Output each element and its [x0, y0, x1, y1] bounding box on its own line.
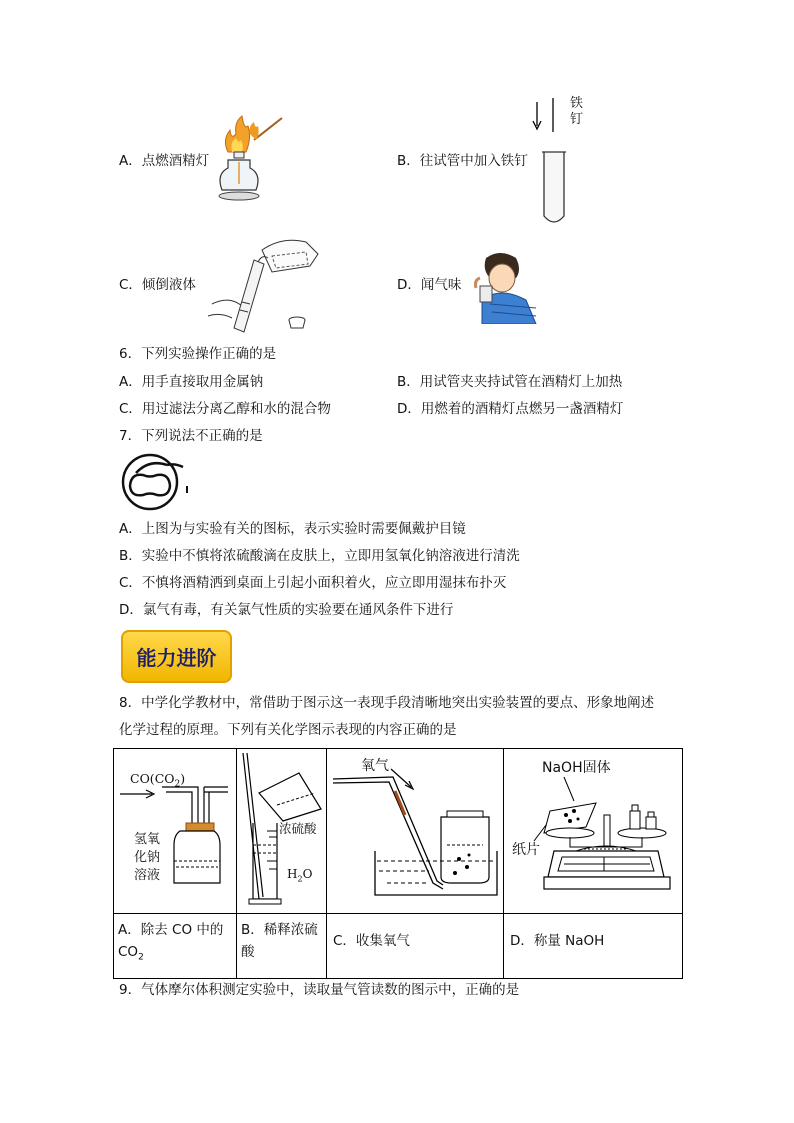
q8-cell-b [237, 749, 327, 978]
acid-label: 浓硫酸 [279, 821, 317, 836]
paper-label: 纸片 [512, 842, 540, 858]
caption-c: C．收集氧气 [333, 933, 410, 949]
water-label: $H_2O$ [287, 867, 313, 884]
q6-option-c: C．用过滤法分离乙醇和水的混合物 [119, 401, 331, 417]
nail-label: 铁钉 [570, 96, 584, 127]
q6-option-b: B．用试管夹夹持试管在酒精灯上加热 [397, 374, 623, 390]
q5-option-b: B．往试管中加入铁钉 [397, 153, 528, 169]
q7-stem: 7．下列说法不正确的是 [119, 428, 263, 444]
q6-option-d: D．用燃着的酒精灯点燃另一盏酒精灯 [397, 401, 624, 417]
gas-mixture-label: $CO(CO_2)$ [130, 771, 186, 790]
pouring-liquid-figure [202, 232, 324, 338]
q7-option-a: A．上图为与实验有关的图标，表示实验时需要佩戴护目镜 [119, 521, 466, 537]
q5-option-c: C．倾倒液体 [119, 277, 196, 293]
q7-option-c: C．不慎将酒精洒到桌面上引起小面积着火，应立即用湿抹布扑灭 [119, 575, 507, 591]
q5-option-d: D．闻气味 [397, 277, 462, 293]
q7-option-b: B．实验中不慎将浓硫酸滴在皮肤上，立即用氢氧化钠溶液进行清洗 [119, 548, 520, 564]
section-badge: 能力进阶 [121, 630, 232, 683]
q8-cell-a [114, 749, 237, 978]
caption-d: D．称量 NaOH [510, 933, 605, 949]
q8-stem-line1: 8．中学化学教材中，常借助于图示这一表现手段清晰地突出实验装置的要点、形象地阐述 [119, 695, 655, 711]
caption-a: A．除去 CO 中的 $CO_2$ [118, 922, 224, 963]
q5-option-a: A．点燃酒精灯 [119, 153, 210, 169]
q8-cell-d [504, 749, 682, 978]
q7-option-d: D．氯气有毒，有关氯气性质的实验要在通风条件下进行 [119, 602, 454, 618]
naoh-solid-label: NaOH固体 [542, 760, 611, 776]
smelling-gas-figure [470, 248, 540, 324]
alcohol-lamp-figure [214, 112, 294, 204]
q8-figure-table [113, 748, 683, 979]
q8-stem-line2: 化学过程的原理。下列有关化学图示表现的内容正确的是 [119, 722, 457, 738]
solution-label-3: 溶液 [134, 868, 161, 883]
q8-cell-c [327, 749, 504, 978]
goggles-icon [119, 451, 191, 513]
solution-label-2: 化钠 [134, 850, 161, 865]
q9-stem: 9．气体摩尔体积测定实验中，读取量气管读数的图示中，正确的是 [119, 982, 520, 998]
q6-stem: 6．下列实验操作正确的是 [119, 346, 277, 362]
oxygen-label: 氧气 [361, 758, 389, 774]
q6-option-a: A．用手直接取用金属钠 [119, 374, 264, 390]
caption-b: B．稀释浓硫 酸 [241, 922, 318, 960]
solution-label-1: 氢氧 [134, 832, 161, 847]
